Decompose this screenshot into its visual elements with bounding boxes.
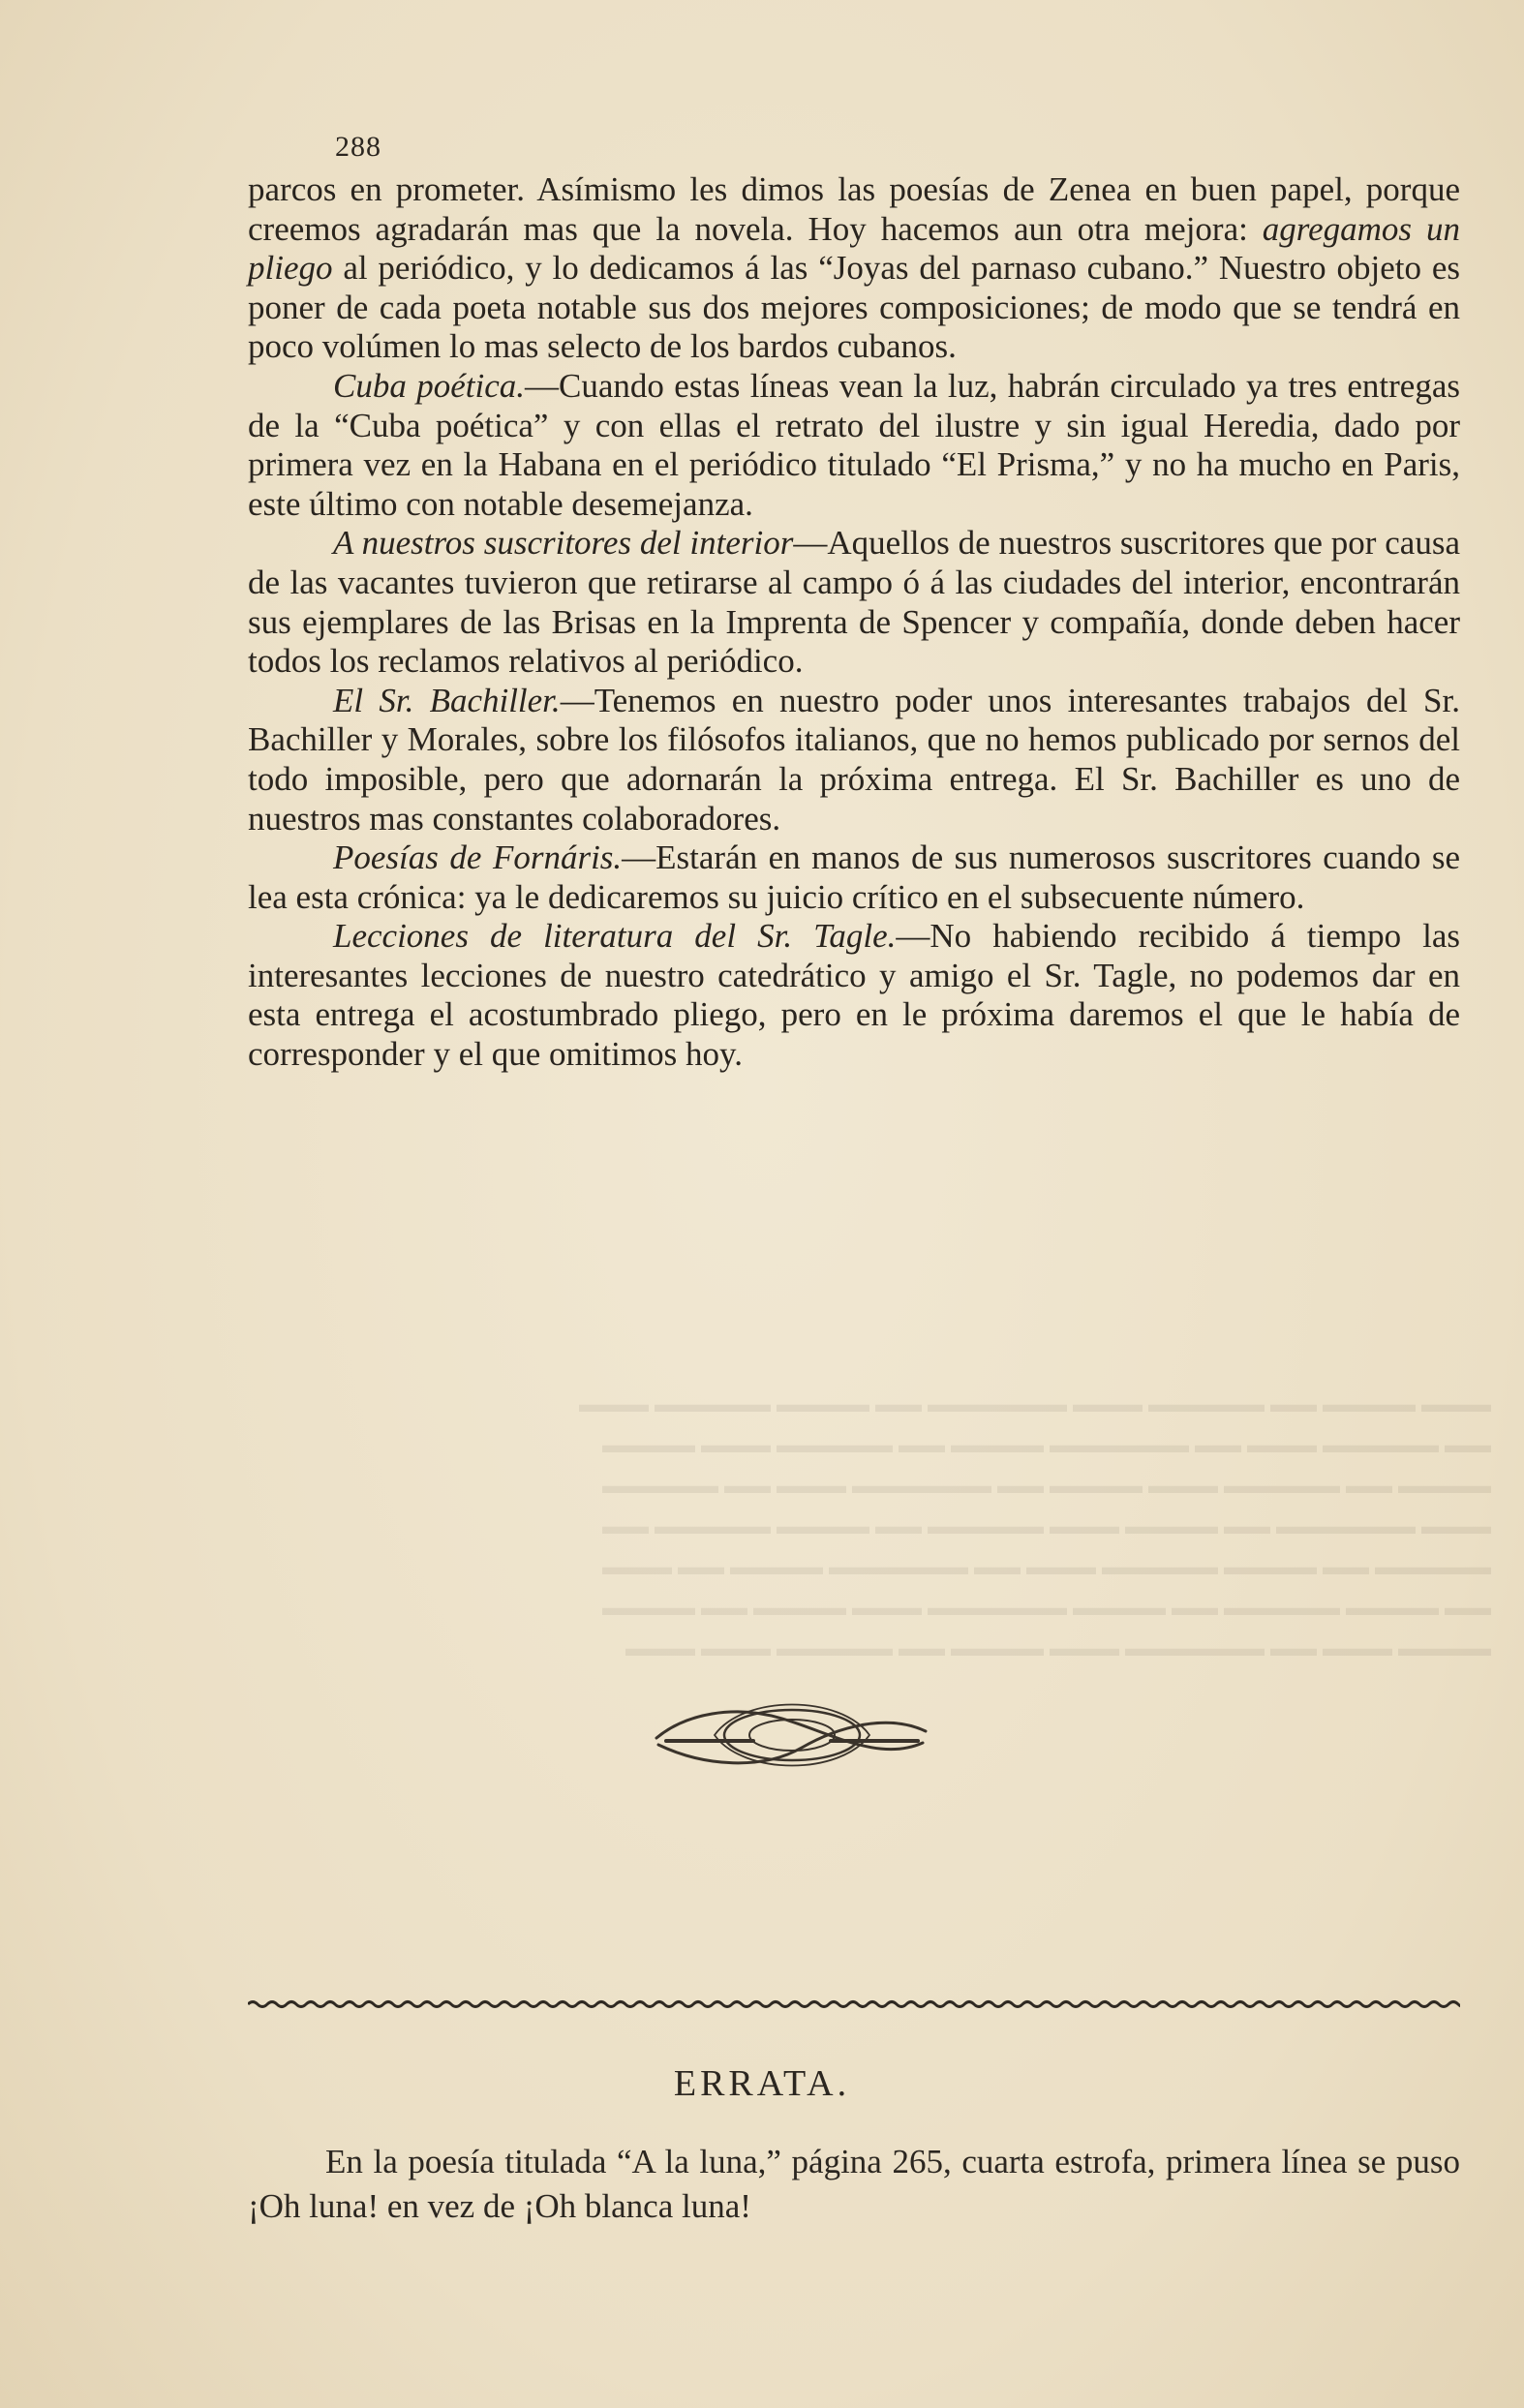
italic-heading: Cuba poética.: [333, 366, 526, 405]
ornament-flourish: [647, 1675, 937, 1791]
paragraph-text: —No habiendo recibido á tiempo las interesantes lecciones de nuestro catedrático y amigo el Sr. Tagle, no podemos dar en esta entrega el acostumbrado pliego, pero en le próxima daremos el que le había de corresponder y el que omitimos hoy.: [248, 917, 1460, 1074]
errata-paragraph: En la poesía titulada “A la luna,” página 265, cuarta estrofa, primera línea se puso ¡Oh luna! en vez de ¡Oh blanca luna!: [248, 2143, 1460, 2225]
errata-text: [248, 2140, 1460, 2229]
paragraph: [248, 170, 1460, 367]
body-text: [248, 170, 1460, 1075]
paragraph: [248, 917, 1460, 1074]
paragraph-text: —Tenemos en nuestro poder unos interesantes trabajos del Sr. Bachiller y Morales, sobre los filósofos italianos, que no hemos publicado por sernos del todo imposible, pero que adornarán la próxima entrega. El Sr. Bachiller es uno de nuestros mas constantes colaboradores.: [248, 681, 1460, 838]
italic-heading: El Sr. Bachiller.: [333, 681, 561, 719]
paragraph: [248, 838, 1460, 917]
italic-heading: Lecciones de literatura del Sr. Tagle.: [333, 917, 897, 956]
paragraph-text: parcos en prometer. Asímismo les dimos las poesías de Zenea en buen papel, porque creemos agradarán mas que la novela. Hoy hacemos aun otra mejora:: [248, 170, 1460, 248]
paragraph-text: —Aquellos de nuestros suscritores que por causa de las vacantes tuvieron que retirarse al campo ó á las ciudades del interior, encontrarán sus ejemplares de las Brisas en la Imprenta de Spencer y compañía, donde deben hacer todos los reclamos relativos al periódico.: [248, 524, 1460, 681]
italic-heading: Poesías de Fornáris.: [333, 838, 623, 877]
italic-heading: A nuestros suscritores del interior: [333, 524, 794, 563]
errata-title: ERRATA.: [673, 2063, 851, 2104]
paragraph-text: —Estarán en manos de sus numerosos suscritores cuando se lea esta crónica: ya le dedicaremos su juicio crítico en el subsecuente número.: [248, 838, 1460, 916]
paragraph-text: —Cuando estas líneas vean la luz, habrán circulado ya tres entregas de la “Cuba poética” y con ellas el retrato del ilustre y sin igual Heredia, dado por primera vez en la Habana en el periódico titulado “El Prisma,” y no ha mucho en Paris, este último con notable desemejanza.: [248, 366, 1460, 523]
wavy-divider: [248, 1995, 1460, 2014]
page-number: 288: [335, 131, 381, 163]
paragraph: [248, 524, 1460, 681]
bleed-through-texture: ▬▬▬ ▬▬▬▬ ▬▬ ▬▬▬▬▬ ▬▬▬ ▬▬▬▬▬▬ ▬▬ ▬▬▬▬ ▬▬▬▬▬ ▬▬▬ ▬▬ ▬▬▬▬▬ ▬▬▬ ▬▬ ▬▬▬▬▬▬ ▬▬▬▬ ▬▬ ▬▬▬▬▬ ▬▬▬ ▬▬▬▬ ▬▬▬▬ ▬▬ ▬▬▬▬▬ ▬▬▬ ▬▬▬▬ ▬▬ ▬▬▬▬▬▬ ▬▬▬ ▬▬ ▬▬▬▬▬ ▬▬▬ ▬▬▬▬▬▬ ▬▬ ▬▬▬▬ ▬▬▬ ▬▬▬▬▬ ▬▬ ▬▬▬▬ ▬▬▬▬▬ ▬▬ ▬▬▬▬▬ ▬▬ ▬▬▬▬ ▬▬▬▬▬ ▬▬▬ ▬▬ ▬▬▬▬▬▬ ▬▬▬▬ ▬▬ ▬▬▬ ▬▬ ▬▬▬▬ ▬▬▬▬▬ ▬▬ ▬▬▬▬ ▬▬▬▬▬▬ ▬▬▬ ▬▬▬▬ ▬▬ ▬▬▬▬ ▬▬▬▬ ▬▬▬ ▬▬ ▬▬▬▬▬▬ ▬▬▬ ▬▬▬▬ ▬▬ ▬▬▬▬▬ ▬▬▬ ▬▬▬: [579, 1392, 1491, 1661]
paragraph: [248, 367, 1460, 524]
italic-heading: agregamos un pliego: [248, 209, 1460, 288]
paragraph-text: al periódico, y lo dedicamos á las “Joyas del parnaso cubano.” Nuestro objeto es poner de cada poeta notable sus dos mejores composiciones; de modo que se tendrá en poco volúmen lo mas selecto de los bardos cubanos.: [248, 249, 1460, 366]
paragraph: [248, 682, 1460, 838]
